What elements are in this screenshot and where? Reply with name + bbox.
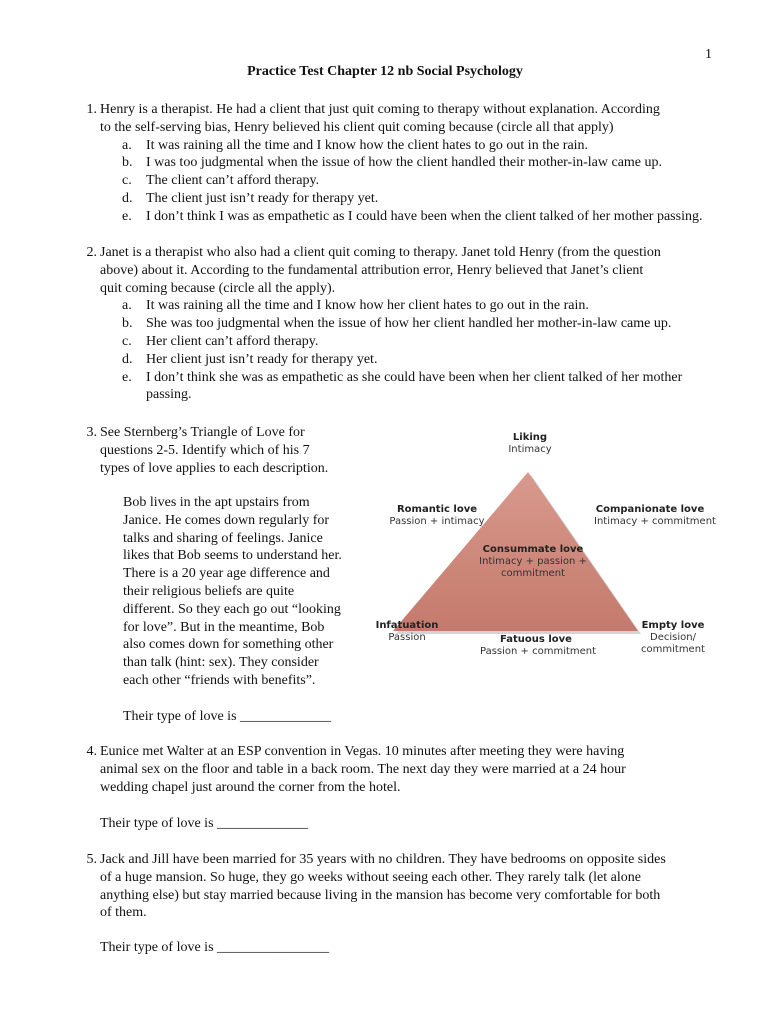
label-infatuation: Infatuation Passion	[375, 620, 439, 643]
answer-blank[interactable]: Their type of love is ________________	[100, 940, 330, 955]
answer-option: c. Her client can’t afford therapy.	[122, 333, 319, 349]
question-text-line: See Sternberg’s Triangle of Love for	[100, 425, 305, 440]
label-empty-love: Empty love Decision/ commitment	[641, 620, 705, 655]
question-text-line: Henry is a therapist. He had a client that just quit coming to therapy without explanation. According	[100, 102, 660, 117]
sternberg-triangle-diagram	[372, 428, 716, 668]
question-text-line: quit coming because (circle all the apply).	[100, 280, 336, 296]
answer-blank[interactable]: Their type of love is _____________	[100, 816, 309, 831]
question-number: 1.	[86, 102, 97, 117]
label-romantic-love: Romantic love Passion + intimacy	[389, 504, 485, 527]
label-fatuous-love: Fatuous love Passion + commitment	[480, 634, 597, 657]
label-consummate-love: Consummate love Intimacy + passion + commitment	[479, 544, 587, 579]
question-text-line: anything else) but stay married because living in the mansion has become very comfortable for both	[100, 887, 661, 903]
answer-option: b. I was too judgmental when the issue of how the client handled their mother-in-law came up.	[122, 155, 663, 171]
answer-option: e. I don’t think she was as empathetic as she could have been when her client talked of her mother passing.	[122, 369, 683, 403]
question-text-line: to the self-serving bias, Henry believed his client quit coming because (circle all that apply)	[100, 119, 614, 135]
label-liking: Liking Intimacy	[508, 432, 552, 455]
question-text-line: of a huge mansion. So huge, they go weeks without seeing each other. They rarely talk (let alone	[100, 869, 641, 885]
answer-option: e. I don’t think I was as empathetic as I could have been when the client talked of her mother passing.	[122, 208, 703, 224]
question-number: 5.	[86, 852, 97, 867]
scenario-text: Bob lives in the apt upstairs from Janice. He comes down regularly for talks and sharing of feelings. Janice likes that Bob seems to understand her. There is a 20 year age difference and their religious beliefs are quite different. So they each go out “looking for love”. But in the meantime, Bob also comes down for something other than talk (hint: sex). They consider each other “friends with benefits”.	[123, 495, 342, 688]
answer-option: d. The client just isn’t ready for therapy yet.	[122, 190, 379, 206]
question-text-line: questions 2-5. Identify which of his 7	[100, 442, 310, 458]
question-text-line: types of love applies to each description.	[100, 460, 329, 476]
page-title: Practice Test Chapter 12 nb Social Psychology	[247, 64, 523, 79]
answer-option: a. It was raining all the time and I know how her client hates to go out in the rain.	[122, 298, 589, 314]
page-number: 1	[705, 47, 712, 62]
question-text-line: Jack and Jill have been married for 35 years with no children. They have bedrooms on opposite sides	[100, 852, 666, 867]
answer-option: c. The client can’t afford therapy.	[122, 173, 320, 189]
question-text-line: animal sex on the floor and table in a back room. The next day they were married at a 24 hour	[100, 761, 626, 777]
question-text-line: of them.	[100, 905, 147, 921]
answer-option: b. She was too judgmental when the issue of how her client handled her mother-in-law came up.	[122, 316, 672, 332]
question-text-line: above) about it. According to the fundamental attribution error, Henry believed that Janet’s client	[100, 262, 644, 278]
label-companionate-love: Companionate love Intimacy + commitment	[594, 504, 716, 527]
answer-blank[interactable]: Their type of love is _____________	[123, 709, 332, 724]
question-number: 3.	[86, 425, 97, 440]
question-text-line: Janet is a therapist who also had a client quit coming to therapy. Janet told Henry (from the question	[100, 245, 661, 260]
question-text-line: Eunice met Walter at an ESP convention in Vegas. 10 minutes after meeting they were having	[100, 744, 625, 759]
question-number: 2.	[86, 245, 97, 260]
question-number: 4.	[86, 744, 97, 759]
question-text-line: wedding chapel just around the corner from the hotel.	[100, 779, 401, 795]
answer-option: d. Her client just isn’t ready for therapy yet.	[122, 351, 378, 367]
answer-option: a. It was raining all the time and I know how the client hates to go out in the rain.	[122, 137, 589, 153]
